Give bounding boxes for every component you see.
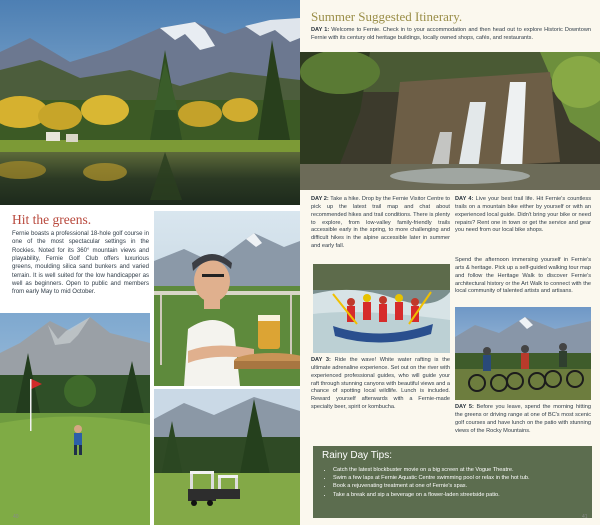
golf-carts-photo — [154, 389, 300, 525]
day2-text: Take a hike. Drop by the Fernie Visitor Centre to pick up the latest trail map and chat about recommended hikes and trail conditions. There is plenty to explore, from low-valley family-friendly trails accessible early in the spring, to more challenging and difficult hikes in the alpine accessible later in summer and early fall. — [311, 196, 450, 250]
rainy-day-tips-list — [325, 466, 595, 499]
golf-section-body: Fernie boasts a professional 18-hole golf course in one of the most spectacular settings in the Rockies. Noted for its 360° mountain views and playability, Fernie Golf Club offers luxurious greens, moulding silica sand bunkers and varied terrain. It is well suited for the low handicapper as well as beginners. Open to public and members from early May to mid October. — [12, 230, 149, 296]
waterfall-photo — [300, 52, 600, 190]
day1-text: Welcome to Fernie. Check in to your accommodation and then head out to explore Historic Downtown Fernie with its century old heritage buildings, locally owned shops, cafés, and restaurants. — [311, 27, 591, 41]
golf-lake-mountain-photo — [0, 0, 300, 205]
rafting-photo — [313, 264, 450, 353]
day1-paragraph — [311, 27, 591, 43]
rainy-tip-item: • Take a break and sip a beverage on a flower-laden streetside patio. — [333, 491, 595, 499]
rainy-tip-item: • Catch the latest blockbuster movie on a big screen at the Vogue Theatre. — [333, 466, 595, 474]
golf-flag-mountain-photo — [0, 313, 150, 525]
right-page-number: 41 — [582, 514, 588, 520]
left-page-number: 40 — [13, 514, 19, 520]
day2-label: DAY 2: — [311, 196, 329, 202]
itinerary-title: Summer Suggested Itinerary. — [311, 9, 463, 24]
day4-label: DAY 4: — [455, 196, 474, 202]
mountain-bikers-photo — [455, 307, 591, 400]
day3-text: Ride the wave! White water rafting is the ultimate adrenaline experience. Set out on the river with experienced professional guides, who will guide your raft through stunning canyons with beautiful views and a chance of spotting local wildlife. Lunch is included. Reward yourself afterwards with a Fernie-made specialty beer, spirit or kombucha. — [311, 357, 450, 411]
day3-label: DAY 3: — [311, 357, 331, 363]
day3-paragraph — [311, 357, 450, 412]
rainy-tip-item: • Swim a few laps at Fernie Aquatic Centre swimming pool or relax in the hot tub. — [333, 474, 595, 482]
golf-section-heading: Hit the greens. — [12, 212, 92, 227]
day1-label: DAY 1: — [311, 27, 330, 33]
day4-paragraph — [455, 196, 591, 235]
rainy-day-tips-title: Rainy Day Tips: — [322, 450, 393, 461]
day5-text: Before you leave, spend the morning hitting the greens or driving range at one of BC's most scenic golf courses and have lunch on the patio with stunning views of the Rocky Mountains. — [455, 404, 591, 434]
day5-paragraph — [455, 404, 591, 435]
day4-text: Live your best trail life. Hit Fernie's countless trails on a mountain bike either by yourself or with an experienced local guide. Didn't bring your bike or need repairs? Rent one in town or get the service and gear you need from our local bike shops. — [455, 196, 591, 234]
day5-label: DAY 5: — [455, 404, 474, 410]
day4-afternoon-paragraph: Spend the afternoon immersing yourself in Fernie's arts & heritage. Pick up a self-guided walking tour map and follow the Heritage Walk to discover Fernie's architectural history or the Art Walk to connect with the local community of talented artists and artisans. — [455, 257, 591, 295]
rainy-tip-item: • Book a rejuvenating treatment at one of Fernie's spas. — [333, 482, 595, 490]
day2-paragraph — [311, 196, 450, 251]
golfer-beer-patio-photo — [154, 211, 300, 386]
